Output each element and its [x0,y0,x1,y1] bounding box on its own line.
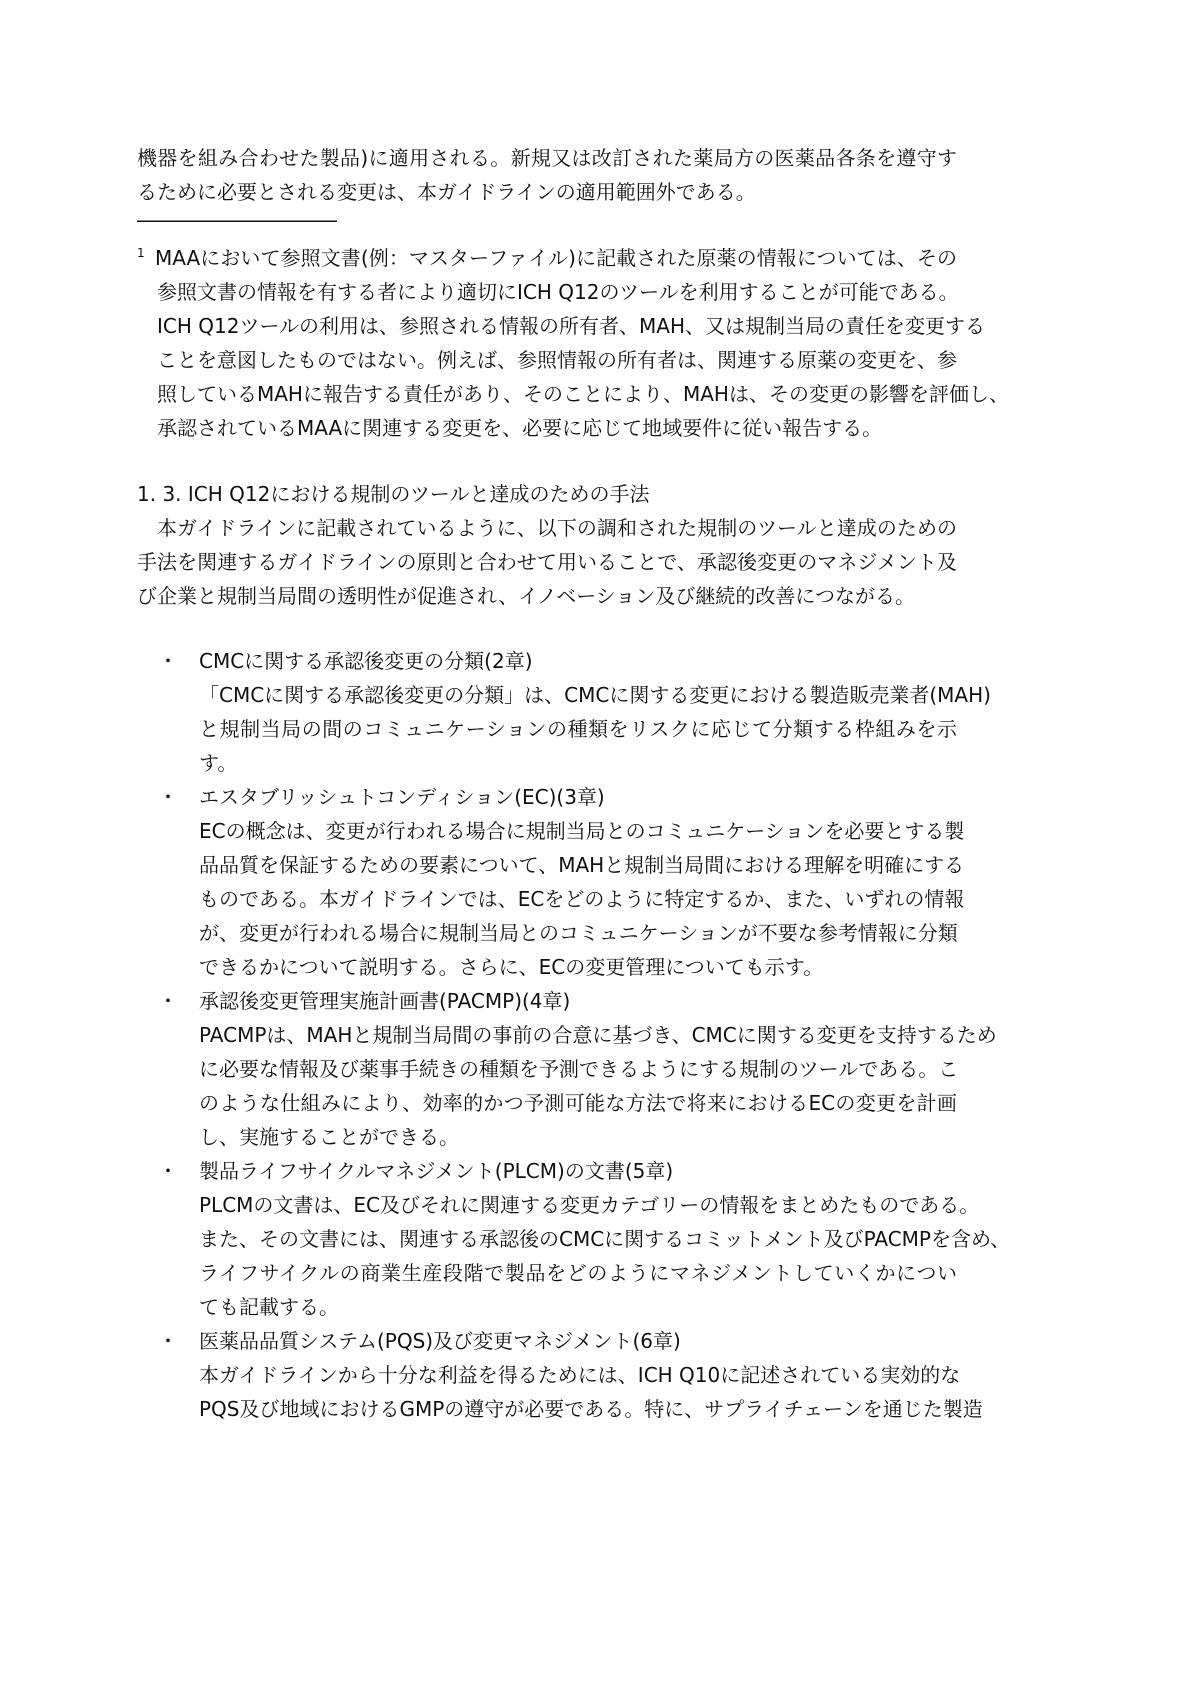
footnote-marker: 1 [137,246,145,260]
bullet-icon: ・ [158,785,178,809]
bullet-body-line: 「CMCに関する承認後変更の分類」は、CMCに関する変更における製造販売業者(MAH) [199,683,991,707]
bullet-title: エスタブリッシュトコンディション(EC)(3章) [199,785,605,809]
bullet-body-line: と規制当局の間のコミュニケーションの種類をリスクに応じて分類する枠組みを示 [199,717,957,741]
footnote-line: 参照文書の情報を有する者により適切にICH Q12のツールを利用することが可能である。 [157,280,959,304]
bullet-body-line: が、変更が行われる場合に規制当局とのコミュニケーションが不要な参考情報に分類 [199,921,958,945]
bullet-body-line: PACMPは、MAHと規制当局間の事前の合意に基づき、CMCに関する変更を支持するため [199,1023,997,1047]
footnote-line: MAAにおいて参照文書(例：マスターファイル)に記載された原薬の情報については、その [155,246,957,270]
footnote-line: 照しているMAHに報告する責任があり、そのことにより、MAHは、その変更の影響を評価し、 [157,382,1009,406]
bullet-title: CMCに関する承認後変更の分類(2章) [199,649,533,673]
bullet-body-line: また、その文書には、関連する承認後のCMCに関するコミットメント及びPACMPを含め、 [199,1227,1011,1251]
footnote-line: ICH Q12ツールの利用は、参照される情報の所有者、MAH、又は規制当局の責任を変更する [157,314,986,338]
bullet-icon: ・ [158,649,178,673]
bullet-body-line: ても記載する。 [199,1295,339,1319]
paragraph-line: 本ガイドラインに記載されているように、以下の調和された規制のツールと達成のための [157,516,957,540]
paragraph-line: 手法を関連するガイドラインの原則と合わせて用いることで、承認後変更のマネジメント及 [137,550,957,574]
bullet-body-line: す。 [199,751,238,775]
bullet-body-line: ECの概念は、変更が行われる場合に規制当局とのコミュニケーションを必要とする製 [199,819,965,843]
bullet-icon: ・ [158,1329,178,1353]
bullet-body-line: のような仕組みにより、効率的かつ予測可能な方法で将来におけるECの変更を計画 [199,1091,957,1115]
paragraph-line: び企業と規制当局間の透明性が促進され、イノベーション及び継続的改善につながる。 [137,584,915,608]
bullet-body-line: PLCMの文書は、EC及びそれに関連する変更カテゴリーの情報をまとめたものである。 [199,1193,980,1217]
bullet-icon: ・ [158,1159,178,1183]
bullet-title: 医薬品品質システム(PQS)及び変更マネジメント(6章) [199,1329,681,1353]
bullet-icon: ・ [158,989,178,1013]
bullet-body-line: に必要な情報及び薬事手続きの種類を予測できるようにする規制のツールである。こ [199,1057,959,1081]
bullet-body-line: し、実施することができる。 [199,1125,459,1149]
bullet-body-line: できるかについて説明する。さらに、ECの変更管理についても示す。 [199,955,824,979]
bullet-body-line: ものである。本ガイドラインでは、ECをどのように特定するか、また、いずれの情報 [199,887,965,911]
bullet-body-line: PQS及び地域におけるGMPの遵守が必要である。特に、サプライチェーンを通じた製造 [199,1397,983,1421]
bullet-body-line: ライフサイクルの商業生産段階で製品をどのようにマネジメントしていくかについ [199,1261,957,1285]
bullet-title: 製品ライフサイクルマネジメント(PLCM)の文書(5章) [199,1159,674,1183]
bullet-body-line: 本ガイドラインから十分な利益を得るためには、ICH Q10に記述されている実効的な [199,1363,961,1387]
footnote-line: 承認されているMAAに関連する変更を、必要に応じて地域要件に従い報告する。 [157,416,883,440]
bullet-title: 承認後変更管理実施計画書(PACMP)(4章) [199,989,571,1013]
bullet-body-line: 品品質を保証するための要素について、MAHと規制当局間における理解を明確にする [199,853,965,877]
paragraph-line: るために必要とされる変更は、本ガイドラインの適用範囲外である。 [137,180,756,204]
footnote-line: ことを意図したものではない。例えば、参照情報の所有者は、関連する原薬の変更を、参 [157,348,957,372]
paragraph-line: 機器を組み合わせた製品)に適用される。新規又は改訂された薬局方の医薬品各条を遵守す [137,146,957,170]
section-heading: 1. 3. ICH Q12における規制のツールと達成のための手法 [137,482,650,506]
footnote-separator: ―――――――――― [137,208,337,232]
